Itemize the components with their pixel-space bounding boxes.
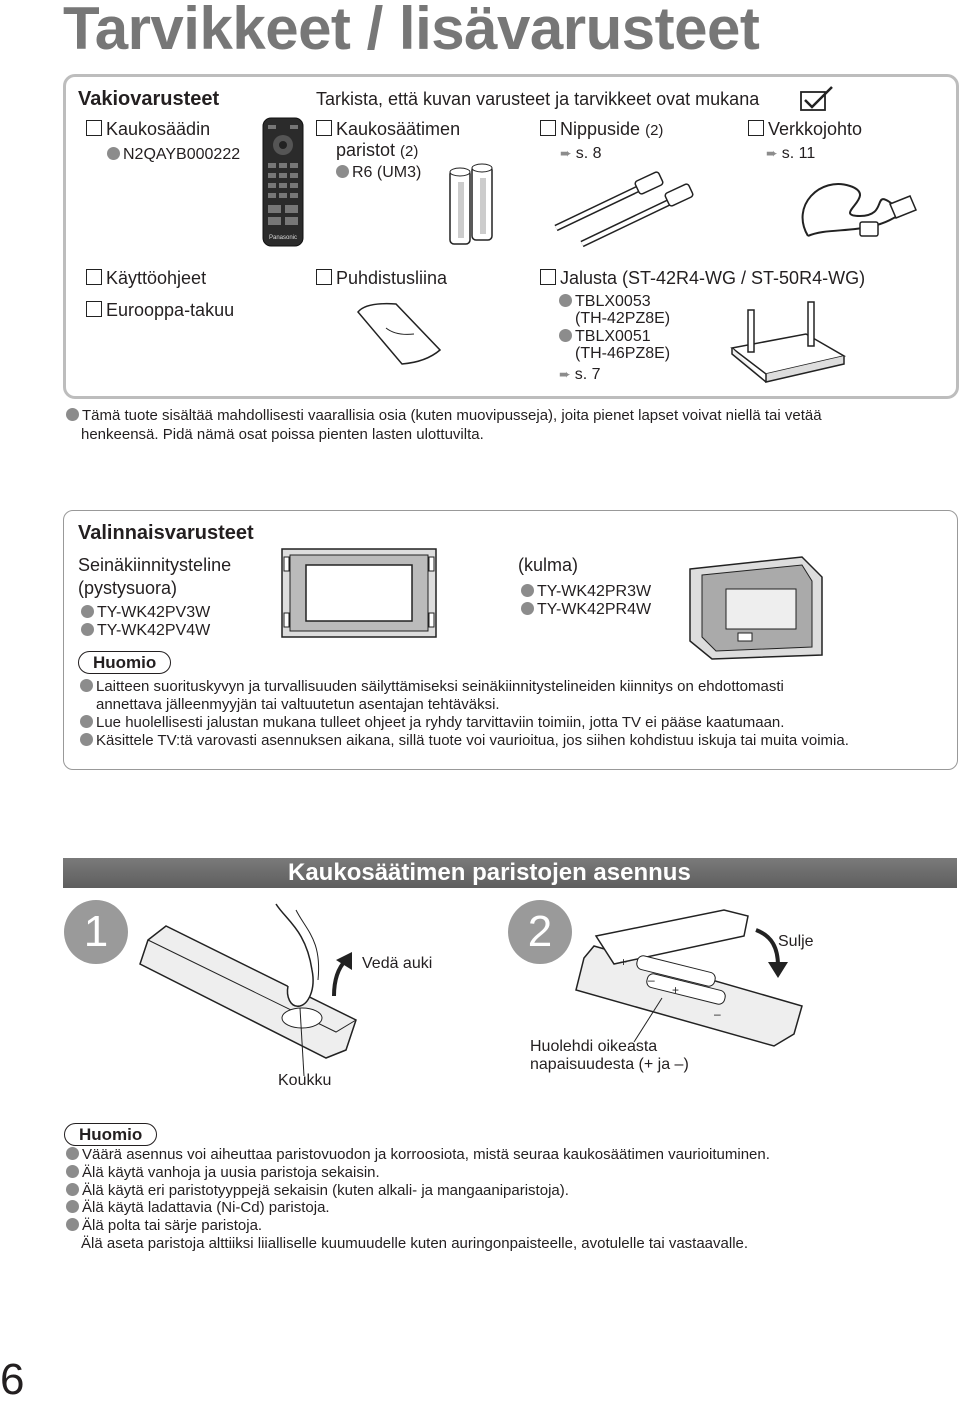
batteries-type-text: R6 (UM3) xyxy=(352,164,422,181)
checkbox-icon xyxy=(316,120,332,136)
minus-sign-1: – xyxy=(648,973,655,987)
stand-label: Jalusta (ST-42R4-WG / ST-50R4-WG) xyxy=(560,268,866,288)
optional-note-1 xyxy=(80,678,784,696)
stand-item xyxy=(540,268,865,289)
clamp-item xyxy=(540,119,663,140)
warning-line1: Tämä tuote sisältää mahdollisesti vaarallisia osia (kuten muovipusseja), joita pienet lapset voivat niellä tai vetää xyxy=(82,407,822,424)
page-number: 6 xyxy=(0,1355,25,1404)
manual-item xyxy=(86,268,206,289)
cloth-label: Puhdistusliina xyxy=(336,268,448,288)
stand-ref xyxy=(559,366,601,384)
vertical-model-2-text: TY-WK42PV4W xyxy=(97,622,211,639)
stand-part1 xyxy=(559,293,651,311)
mains-item xyxy=(748,119,862,140)
caution-label: Huomio xyxy=(78,651,171,674)
vertical-model-1-text: TY-WK42PV3W xyxy=(97,604,211,621)
bullet-dot-icon xyxy=(80,715,93,728)
battery-install-heading: Kaukosäätimen paristojen asennus xyxy=(288,859,691,886)
plus-sign-1: + xyxy=(620,955,628,969)
bullet-dot-icon xyxy=(81,605,94,618)
warning-text xyxy=(66,407,956,425)
angle-model-1 xyxy=(521,583,651,601)
arrow-right-icon: ➨ xyxy=(559,366,571,382)
clamp-label: Nippuside xyxy=(560,119,641,139)
battery-note-3 xyxy=(66,1182,569,1200)
optional-note-3 xyxy=(80,732,849,750)
warranty-item xyxy=(86,300,234,321)
remote-model-text: N2QAYB000222 xyxy=(123,146,241,163)
caution-label: Huomio xyxy=(64,1123,157,1146)
battery-note-6: Älä aseta paristoja alttiiksi liialliselle kuumuudelle kuten auringonpaisteelle, avotulelle tai vastaavalle. xyxy=(81,1235,749,1252)
cloth-item xyxy=(316,268,447,289)
step-1-number: 1 xyxy=(64,900,128,964)
bracket-label-2: (pystysuora) xyxy=(78,578,178,598)
step-2-number: 2 xyxy=(508,900,572,964)
stand-model2: (TH-46PZ8E) xyxy=(575,345,671,362)
remote-brand-text: Panasonic xyxy=(268,235,298,241)
bullet-dot-icon xyxy=(66,1165,79,1178)
bullet-dot-icon xyxy=(81,623,94,636)
warranty-label: Eurooppa-takuu xyxy=(106,300,235,320)
bullet-dot-icon xyxy=(521,602,534,615)
check-note-text: Tarkista, että kuvan varusteet ja tarvikkeet ovat mukana xyxy=(316,89,760,109)
battery-note-4-text: Älä käytä ladattavia (Ni-Cd) paristoja. xyxy=(82,1199,330,1216)
bullet-dot-icon xyxy=(66,1147,79,1160)
batteries-qty: (2) xyxy=(400,143,419,160)
optional-note-1b: annettava jälleenmyyjän tai valtuutetun asentajan tehtäväksi. xyxy=(96,696,500,713)
bullet-dot-icon xyxy=(66,1218,79,1231)
curved-arrow-up-icon xyxy=(328,950,358,1000)
remote-control-image xyxy=(262,117,304,247)
bullet-dot-icon xyxy=(80,679,93,692)
remote-label: Kaukosäädin xyxy=(106,119,211,139)
battery-note-5-text: Älä polta tai särje paristoja. xyxy=(82,1217,263,1234)
angle-model-1-text: TY-WK42PR3W xyxy=(537,583,652,600)
checkbox-icon xyxy=(86,120,102,136)
angle-model-2-text: TY-WK42PR4W xyxy=(537,601,652,618)
battery-note-2-text: Älä käytä vanhoja ja uusia paristoja sekaisin. xyxy=(82,1164,380,1181)
optional-heading: Valinnaisvarusteet xyxy=(78,522,254,544)
checkbox-icon xyxy=(540,269,556,285)
stand-part2 xyxy=(559,328,651,346)
arrow-right-icon: ➨ xyxy=(560,145,572,161)
battery-note-1 xyxy=(66,1146,770,1164)
batteries-image xyxy=(448,162,496,248)
bullet-dot-icon xyxy=(521,584,534,597)
mains-ref-text: s. 11 xyxy=(781,145,816,162)
battery-note-5 xyxy=(66,1217,262,1235)
checkbox-icon xyxy=(86,301,102,317)
check-note xyxy=(316,89,759,110)
battery-note-3-text: Älä käytä eri paristotyyppejä sekaisin (kuten alkali- ja mangaaniparistoja). xyxy=(82,1182,569,1199)
stand-ref-text: s. 7 xyxy=(574,366,601,383)
pedestal-stand-image xyxy=(728,300,848,386)
cable-clamp-image xyxy=(552,168,722,248)
bullet-dot-icon xyxy=(336,165,349,178)
manual-label: Käyttöohjeet xyxy=(106,268,207,288)
bullet-dot-icon xyxy=(66,408,79,421)
checkbox-icon xyxy=(748,120,764,136)
polarity-label-2: napaisuudesta (+ ja –) xyxy=(530,1056,689,1073)
close-label: Sulje xyxy=(778,933,814,950)
checkbox-icon xyxy=(540,120,556,136)
wall-bracket-vertical-image xyxy=(280,547,438,639)
page-title: Tarvikkeet / lisävarusteet xyxy=(63,0,760,62)
polarity-label-1: Huolehdi oikeasta xyxy=(530,1038,658,1055)
vertical-model-1 xyxy=(81,604,210,622)
batteries-label-1: Kaukosäätimen xyxy=(336,119,461,139)
batteries-item xyxy=(316,119,460,140)
bullet-dot-icon xyxy=(559,294,572,307)
minus-sign-2: – xyxy=(714,1007,721,1021)
optional-note-1-text: Laitteen suorituskyvyn ja turvallisuuden säilyttämiseksi seinäkiinnitystelineiden kiinnitys on ehdottomasti xyxy=(96,678,784,695)
remote-model xyxy=(107,146,240,164)
bullet-dot-icon xyxy=(107,147,120,160)
bullet-dot-icon xyxy=(559,329,572,342)
arrow-right-icon: ➨ xyxy=(766,145,778,161)
bullet-dot-icon xyxy=(66,1183,79,1196)
bracket-label-1: Seinäkiinnitysteline xyxy=(78,555,232,575)
battery-caution xyxy=(64,1123,157,1146)
remote-item xyxy=(86,119,210,140)
optional-note-2 xyxy=(80,714,784,732)
battery-note-2 xyxy=(66,1164,380,1182)
mains-label: Verkkojohto xyxy=(768,119,863,139)
wall-bracket-angle-image xyxy=(686,555,826,659)
checkmark-icon xyxy=(800,86,834,112)
stand-model1: (TH-42PZ8E) xyxy=(575,310,671,327)
optional-caution xyxy=(78,651,171,674)
hook-label: Koukku xyxy=(278,1072,332,1089)
batteries-type xyxy=(336,164,421,182)
optional-note-3-text: Käsittele TV:tä varovasti asennuksen aikana, sillä tuote voi vaurioitua, jos siihen kohdistuu iskuja tai muita voimia. xyxy=(96,732,849,749)
mains-ref xyxy=(766,145,815,163)
mains-lead-image xyxy=(790,166,920,248)
clamp-ref-text: s. 8 xyxy=(575,145,602,162)
stand-part1-text: TBLX0053 xyxy=(575,293,651,310)
bullet-dot-icon xyxy=(66,1200,79,1213)
battery-note-4 xyxy=(66,1199,330,1217)
bullet-dot-icon xyxy=(80,733,93,746)
checkbox-icon xyxy=(86,269,102,285)
checkbox-icon xyxy=(316,269,332,285)
angle-model-2 xyxy=(521,601,651,619)
angle-label: (kulma) xyxy=(518,555,579,575)
battery-note-1-text: Väärä asennus voi aiheuttaa paristovuodon ja korroosiota, mistä seuraa kaukosäätimen vaurioituminen. xyxy=(82,1146,770,1163)
vertical-model-2 xyxy=(81,622,210,640)
optional-note-2-text: Lue huolellisesti jalustan mukana tulleet ohjeet ja ryhdy tarvittaviin toimiin, jotta TV ei pääse kaatumaan. xyxy=(96,714,785,731)
stand-part2-text: TBLX0051 xyxy=(575,328,651,345)
batteries-label-line2 xyxy=(336,140,418,161)
cleaning-cloth-image xyxy=(356,300,442,366)
pull-open-label: Vedä auki xyxy=(362,955,433,972)
warning-line2: henkeensä. Pidä nämä osat poissa pienten lasten ulottuvilta. xyxy=(81,426,484,443)
batteries-label-2: paristot xyxy=(336,140,396,160)
clamp-qty: (2) xyxy=(645,122,664,139)
standard-heading: Vakiovarusteet xyxy=(78,88,220,110)
plus-sign-2: + xyxy=(672,983,680,997)
clamp-ref xyxy=(560,145,602,163)
